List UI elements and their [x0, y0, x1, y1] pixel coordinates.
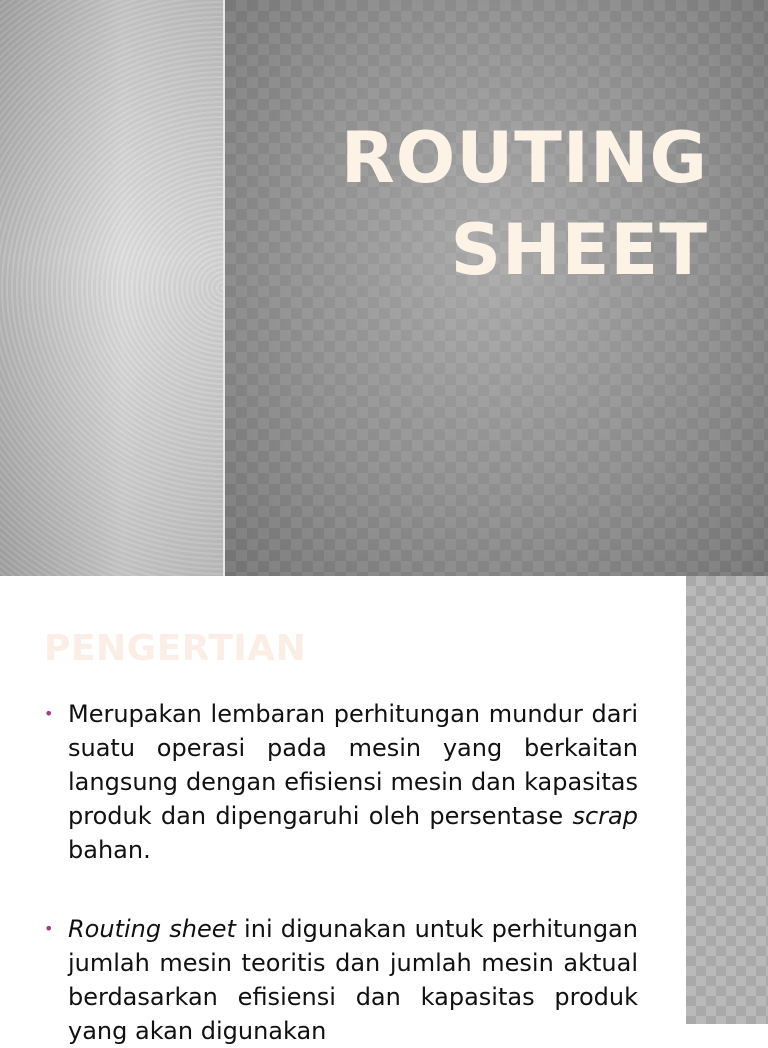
bullet-item-1: [44, 697, 638, 867]
bullet-1-text-start: Merupakan lembaran perhitungan mundur dari suatu operasi pada mesin yang berkaitan langsung dengan efisiensi mesin dan kapasitas produk dan dipengaruhi oleh persentase: [68, 700, 638, 830]
bullet-text-2: [68, 912, 638, 1048]
slide-title: [288, 112, 708, 296]
bullet-1-emphasis: scrap: [572, 802, 638, 830]
bullet-text-1: [68, 697, 638, 867]
left-panel-shading: [0, 0, 223, 576]
content-slide: [0, 576, 768, 1045]
bullet-2-text-end: ini digunakan untuk perhitungan jumlah mesin teoritis dan jumlah mesin aktual berdasarkan efisiensi dan kapasitas produk yang akan digunakan: [68, 915, 638, 1045]
slide-title-line-1: ROUTING: [340, 117, 708, 199]
content-slide-side-strip: [686, 576, 768, 1024]
bullet-marker-icon: •: [44, 704, 54, 723]
bullet-2-emphasis: Routing sheet: [68, 915, 236, 943]
bullet-item-2: [44, 912, 638, 1048]
bullet-marker-icon: •: [44, 919, 54, 938]
slide-title-line-2: SHEET: [450, 209, 708, 291]
bullet-1-text-end: bahan.: [68, 836, 151, 864]
section-heading: PENGERTIAN: [44, 628, 307, 669]
